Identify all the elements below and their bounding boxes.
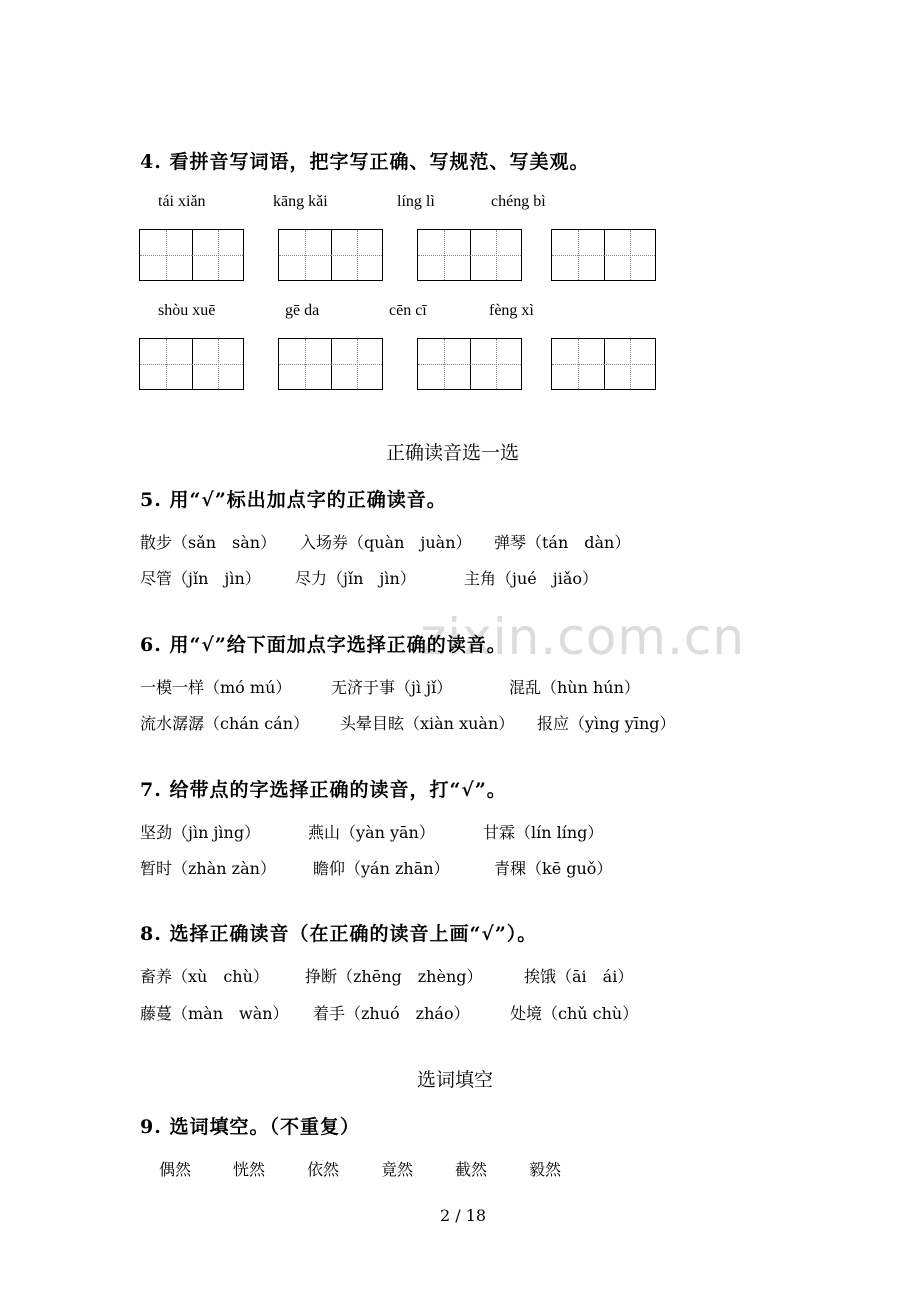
pinyin-label: kāng kǎi xyxy=(273,193,328,210)
writing-grid[interactable] xyxy=(417,229,522,281)
question-9-title: 9. 选词填空。（不重复） xyxy=(140,1116,360,1138)
reading-item: 散步（sǎn sàn） xyxy=(140,533,277,552)
reading-item: 甘霖（lín líng） xyxy=(483,823,604,842)
reading-item: 暂时（zhàn zàn） xyxy=(140,859,276,878)
reading-item: 挨饿（āi ái） xyxy=(524,967,634,986)
reading-item: 尽力（jǐn jìn） xyxy=(295,569,416,588)
word-option: 偶然 xyxy=(159,1160,192,1179)
writing-grid[interactable] xyxy=(278,338,383,390)
writing-grid[interactable] xyxy=(551,338,656,390)
reading-item: 主角（jué jiǎo） xyxy=(464,569,598,588)
reading-item: 一模一样（mó mú） xyxy=(140,678,292,697)
reading-item: 藤蔓（màn wàn） xyxy=(140,1004,289,1023)
question-4-title: 4. 看拼音写词语，把字写正确、写规范、写美观。 xyxy=(140,151,590,173)
pinyin-label: tái xiǎn xyxy=(158,193,206,210)
section-heading: 正确读音选一选 xyxy=(386,442,520,464)
reading-item: 畜养（xù chù） xyxy=(140,967,269,986)
question-5-title: 5. 用“√”标出加点字的正确读音。 xyxy=(140,489,447,511)
watermark: zixin.com.cn xyxy=(420,608,746,666)
reading-item: 头晕目眩（xiàn xuàn） xyxy=(340,714,515,733)
reading-item: 坚劲（jìn jìng） xyxy=(140,823,261,842)
pinyin-label: fèng xì xyxy=(489,302,534,319)
reading-item: 尽管（jǐn jìn） xyxy=(140,569,261,588)
reading-item: 瞻仰（yán zhān） xyxy=(313,859,450,878)
word-option: 依然 xyxy=(307,1160,340,1179)
section-heading: 选词填空 xyxy=(417,1069,494,1091)
reading-item: 着手（zhuó zháo） xyxy=(313,1004,470,1023)
word-option: 竟然 xyxy=(381,1160,414,1179)
writing-grid[interactable] xyxy=(417,338,522,390)
word-option: 截然 xyxy=(455,1160,488,1179)
reading-item: 入场券（quàn juàn） xyxy=(300,533,472,552)
question-8-title: 8. 选择正确读音（在正确的读音上画“√”）。 xyxy=(140,923,538,945)
writing-grid[interactable] xyxy=(139,338,244,390)
reading-item: 弹琴（tán dàn） xyxy=(494,533,631,552)
word-option: 毅然 xyxy=(529,1160,562,1179)
reading-item: 处境（chǔ chù） xyxy=(510,1004,639,1023)
word-option: 恍然 xyxy=(233,1160,266,1179)
question-6-title: 6. 用“√”给下面加点字选择正确的读音。 xyxy=(140,634,507,656)
reading-item: 无济于事（jì jǐ） xyxy=(331,678,453,697)
reading-item: 流水潺潺（chán cán） xyxy=(140,714,310,733)
pinyin-label: cēn cī xyxy=(389,302,427,319)
pinyin-label: líng lì xyxy=(397,193,435,210)
writing-grid[interactable] xyxy=(139,229,244,281)
writing-grid[interactable] xyxy=(278,229,383,281)
reading-item: 报应（yìng yīng） xyxy=(537,714,676,733)
reading-item: 挣断（zhēng zhèng） xyxy=(305,967,483,986)
writing-grid[interactable] xyxy=(551,229,656,281)
reading-item: 青稞（kē guǒ） xyxy=(494,859,613,878)
page-number: 2 / 18 xyxy=(440,1206,487,1225)
pinyin-label: gē da xyxy=(285,302,320,319)
reading-item: 燕山（yàn yān） xyxy=(308,823,435,842)
pinyin-label: chéng bì xyxy=(491,193,546,210)
reading-item: 混乱（hùn hún） xyxy=(509,678,640,697)
pinyin-label: shòu xuē xyxy=(158,302,216,319)
question-7-title: 7. 给带点的字选择正确的读音，打“√”。 xyxy=(140,779,507,801)
